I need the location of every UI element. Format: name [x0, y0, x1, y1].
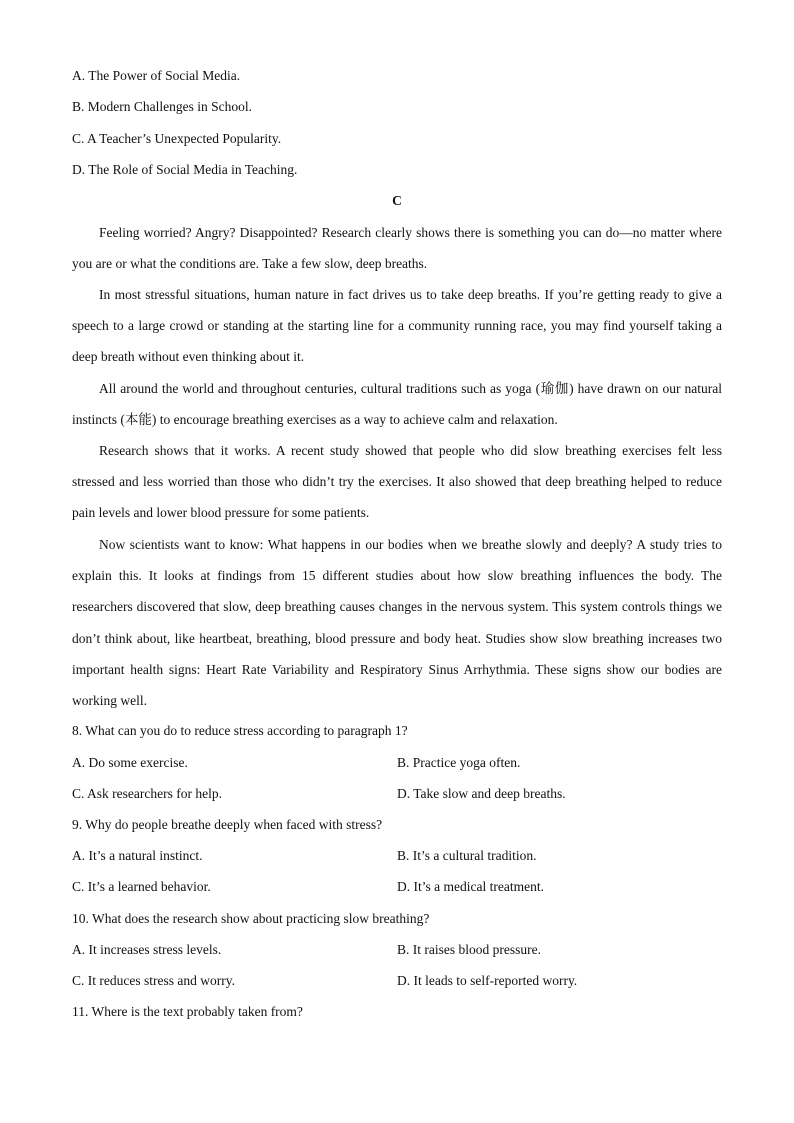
option-b: B. Practice yoga often.: [397, 755, 521, 770]
option-b: B. It raises blood pressure.: [397, 942, 541, 957]
passage-paragraph-4: Research shows that it works. A recent study showed that people who did slow breathing exercises felt less stressed and less worried than those who didn’t try the exercises. It also showed that deep breathing helped to reduce pain levels and lower blood pressure for some patients.: [72, 443, 722, 521]
passage-paragraph-5: Now scientists want to know: What happens in our bodies when we breathe slowly and deeply? A study tries to explain this. It looks at findings from 15 different studies about how slow breathing influences the body. The researchers discovered that slow, deep breathing causes changes in the nervous system. This system controls things we don’t think about, like heartbeat, breathing, blood pressure and body heat. Studies show slow breathing increases two important health signs: Heart Rate Variability and Respiratory Sinus Arrhythmia. These signs show our bodies are working well.: [72, 537, 722, 709]
option-d: D. It’s a medical treatment.: [397, 879, 544, 894]
prev-option-d: D. The Role of Social Media in Teaching.: [72, 162, 298, 177]
question-stem: 8. What can you do to reduce stress according to paragraph 1?: [72, 723, 408, 738]
passage-paragraph-1: Feeling worried? Angry? Disappointed? Research clearly shows there is something you can do—no matter where you are or what the conditions are. Take a few slow, deep breaths.: [72, 225, 722, 272]
section-heading: C: [392, 193, 402, 208]
option-c: C. Ask researchers for help.: [72, 786, 222, 801]
passage-paragraph-3: All around the world and throughout centuries, cultural traditions such as yoga (瑜伽) have drawn on our natural instincts (本能) to encourage breathing exercises as a way to achieve calm and relaxation.: [72, 381, 722, 428]
option-b: B. It’s a cultural tradition.: [397, 848, 537, 863]
option-c: C. It’s a learned behavior.: [72, 879, 211, 894]
prev-option-c: C. A Teacher’s Unexpected Popularity.: [72, 131, 282, 146]
option-c: C. It reduces stress and worry.: [72, 973, 235, 988]
option-d: D. Take slow and deep breaths.: [397, 786, 566, 801]
option-a: A. Do some exercise.: [72, 755, 188, 770]
question-stem: 11. Where is the text probably taken from?: [72, 1004, 303, 1019]
question-stem: 9. Why do people breathe deeply when faced with stress?: [72, 817, 383, 832]
prev-option-b: B. Modern Challenges in School.: [72, 99, 252, 114]
passage-paragraph-2: In most stressful situations, human nature in fact drives us to take deep breaths. If you’re getting ready to give a speech to a large crowd or standing at the starting line for a community running race, you may find yourself taking a deep breath without even thinking about it.: [72, 287, 722, 365]
prev-option-a: A. The Power of Social Media.: [72, 68, 241, 83]
option-a: A. It increases stress levels.: [72, 942, 222, 957]
question-stem: 10. What does the research show about practicing slow breathing?: [72, 911, 430, 926]
option-d: D. It leads to self-reported worry.: [397, 973, 578, 988]
option-a: A. It’s a natural instinct.: [72, 848, 203, 863]
